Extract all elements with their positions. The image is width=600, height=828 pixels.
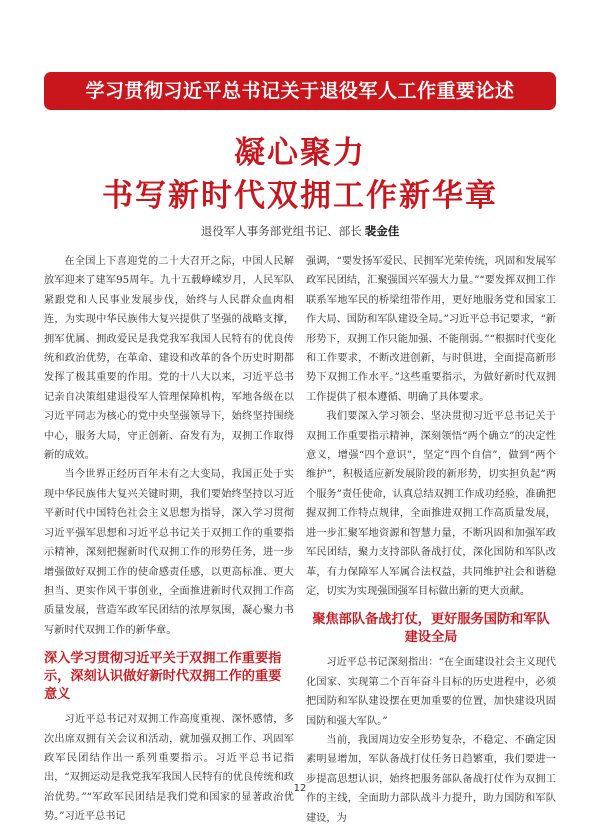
body-paragraph: 习近平总书记对双拥工作高度重视、深怀感情，多次出席双拥有关会议和活动，就加强双拥工作、巩固军政军民团结作出一系列重要指示。习近平总书记指出，“双拥运动是我党我军我国人民特有的优良传统和政治优势。”“军政军民团结是我们党和国家的显著政治优势。”习近平总书记	[44, 714, 294, 823]
body-paragraph: 在全国上下喜迎党的二十大召开之际，中国人民解放军迎来了建军95周年。九十五载峥嵘岁月，人民军队紧跟党和人民事业发展步伐，始终与人民群众血肉相连，为实现中华民族伟大复兴提供了坚强的战略支撑，拥军优属、拥政爱民是我党我军我国人民特有的优良传统和政治优势，在革命、建设和改革的各个历史时期都发挥了极其重要的作用。党的十八大以来，习近平总书记亲自决策组建退役军人管理保障机构，军地各级在以习近平同志为核心的党中央坚强领导下，始终坚持围绕中心，服务大局，守正创新、奋发有为，双拥工作取得新的成效。	[44, 256, 294, 462]
body-paragraph: 习近平总书记深刻指出：“在全面建设社会主义现代化国家、实现第二个百年奋斗目标的历史进程中，必须把国防和军队建设摆在更加重要的位置，加快建设巩固国防和强大军队。”	[306, 657, 556, 727]
body-paragraph: 强调，“要发扬军爱民、民拥军光荣传统，巩固和发展军政军民团结，汇聚强国兴军强大力量。”“要发挥双拥工作联系军地军民的桥梁纽带作用，更好地服务党和国家工作大局、国防和军队建设全局。”习近平总书记要求，“新形势下，双拥工作只能加强、不能削弱。”“根据时代变化和工作要求，不断改进创新，与时俱进，全面提高新形势下双拥工作水平。”这些重要指示，为做好新时代双拥工作提供了根本遵循、明确了具体要求。	[306, 256, 556, 403]
byline	[0, 223, 600, 239]
section-heading: 聚焦部队备战打仗，更好服务国防和军队建设全局	[312, 612, 550, 646]
page-number: 12	[293, 783, 307, 794]
right-column	[306, 252, 556, 828]
body-paragraph: 当今世界正经历百年未有之大变局，我国正处于实现中华民族伟大复兴关键时期，我们要始终坚持以习近平新时代中国特色社会主义思想为指导，深入学习贯彻习近平强军思想和习近平总书记关于双拥工作的重要指示精神，深刻把握新时代双拥工作的形势任务，进一步增强做好双拥工作的使命感责任感，以更高标准、更大担当、更实作风干事创业，全面推进新时代双拥工作高质量发展，营造军政军民团结的浓厚氛围，凝心聚力书写新时代双拥工作的新华章。	[44, 469, 294, 636]
article-title-line-2: 书写新时代双拥工作新华章	[102, 178, 498, 214]
article-title-line-1: 凝心聚力	[234, 135, 366, 171]
left-column	[44, 252, 294, 827]
byline-author: 裴金佳	[364, 224, 400, 238]
body-paragraph: 当前，我国周边安全形势复杂，不稳定、不确定因素明显增加，军队备战打仗任务日趋繁重，我们要进一步提高思想认识，始终把服务部队备战打仗作为双拥工作的主线，全面助力部队战斗力提升，助力国防和军队建设，为	[306, 734, 556, 824]
section-banner: 学习贯彻习近平总书记关于退役军人工作重要论述	[44, 72, 556, 110]
section-heading: 深入学习贯彻习近平关于双拥工作重要指示，深刻认识做好新时代双拥工作的重要意义	[44, 651, 282, 703]
byline-role: 退役军人事务部党组书记、部长	[200, 224, 362, 238]
body-paragraph: 我们要深入学习领会、坚决贯彻习近平总书记关于双拥工作重要指示精神，深刻领悟“两个确立”的决定性意义，增强“四个意识”，坚定“四个自信”，做到“两个维护”，积极适应新发展阶段的新形势，切实担负起“两个服务”责任使命，认真总结双拥工作成功经验，准确把握双拥工作特点规律，全面推进双拥工作高质量发展，进一步汇聚军地资源和智慧力量，不断巩固和加强军政军民团结，聚力支持部队备战打仗，深化国防和军队改革，有力保障军人军属合法权益，共同维护社会和谐稳定，切实为实现强国强军目标做出新的更大贡献。	[306, 411, 556, 597]
